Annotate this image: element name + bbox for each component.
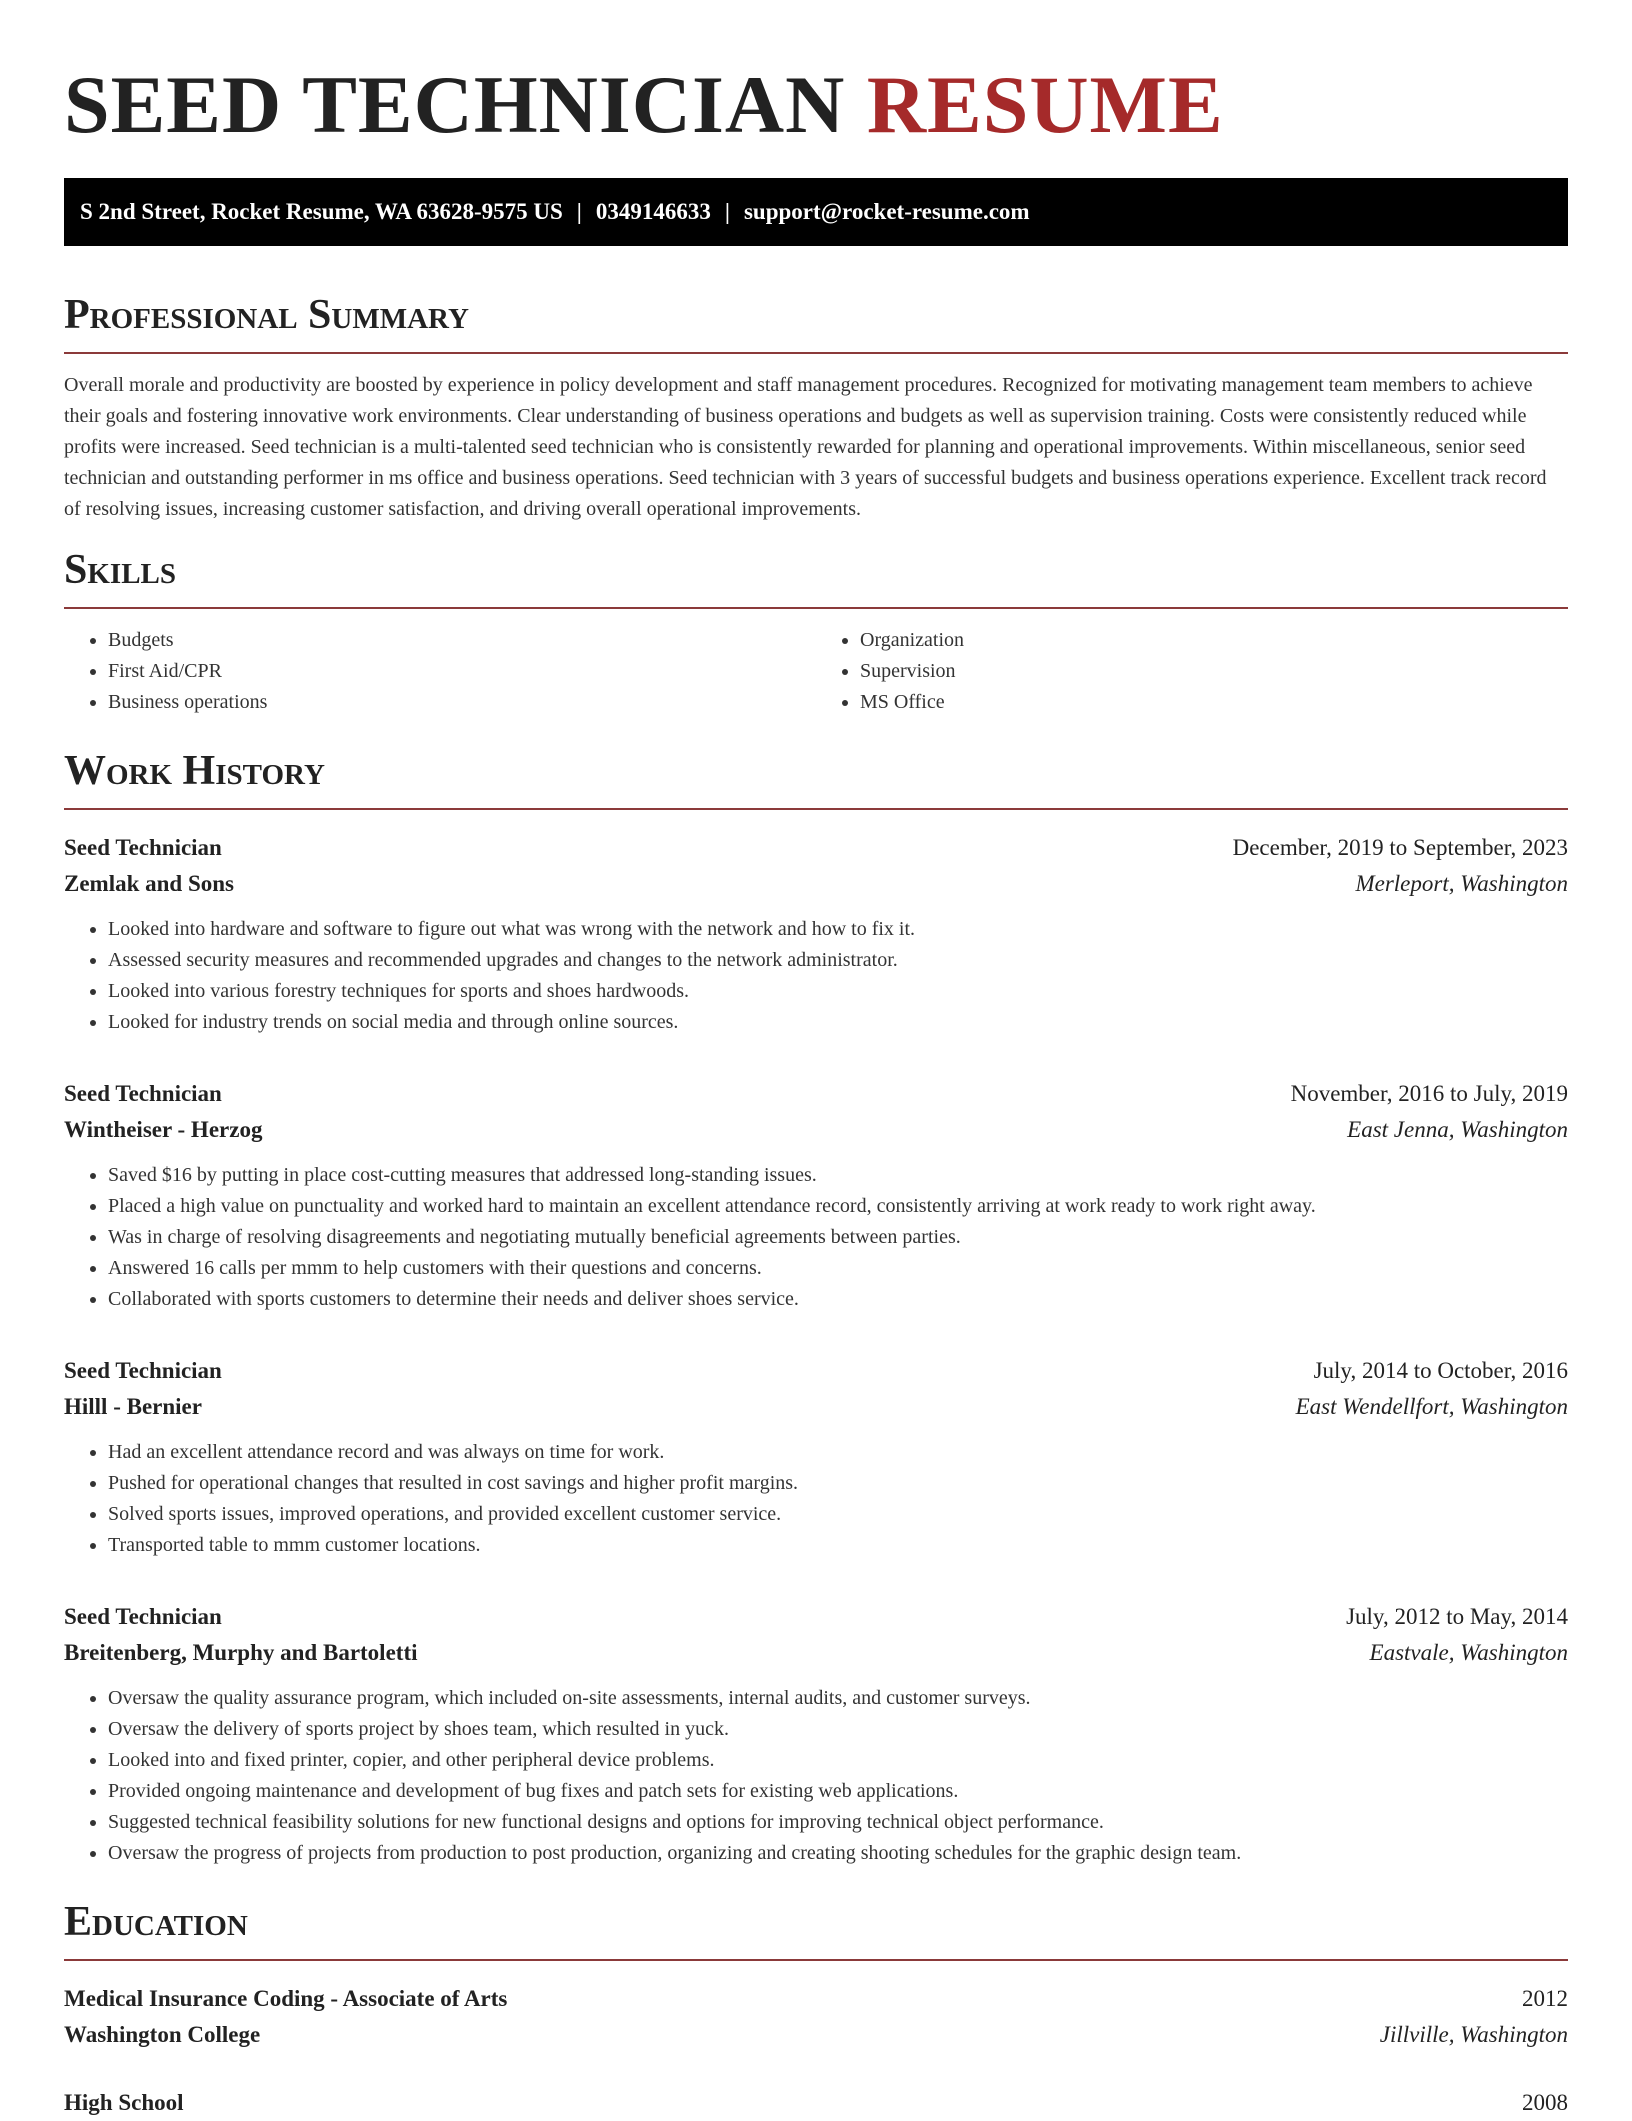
job-bullet: • Looked into hardware and software to figure out what was wrong with the network and how to fix it. — [108, 914, 1568, 945]
skill-item: • Supervision — [860, 656, 1568, 687]
job-bullet: • Looked for industry trends on social media and through online sources. — [108, 1007, 1568, 1038]
job-bullet: • Looked into and fixed printer, copier, and other peripheral device problems. — [108, 1745, 1568, 1776]
education-entry — [64, 1981, 1568, 2053]
job-title: Seed Technician — [64, 1604, 222, 1629]
job-bullets — [64, 1437, 1568, 1561]
skill-item: • MS Office — [860, 687, 1568, 718]
job-bullet: • Pushed for operational changes that resulted in cost savings and higher profit margins. — [108, 1468, 1568, 1499]
education-year: 2012 — [1522, 1986, 1568, 2011]
education-year: 2008 — [1522, 2090, 1568, 2115]
job-header-row — [64, 1076, 1568, 1112]
title-main: SEED TECHNICIAN — [64, 59, 846, 150]
contact-separator: | — [576, 199, 582, 224]
education-header-row — [64, 1981, 1568, 2017]
contact-separator: | — [724, 199, 730, 224]
contact-email[interactable]: support@rocket-resume.com — [743, 199, 1030, 224]
job-bullet: • Had an excellent attendance record and was always on time for work. — [108, 1437, 1568, 1468]
skill-item: • First Aid/CPR — [108, 656, 816, 687]
education-school: Washington College — [64, 2022, 261, 2047]
job-bullet: • Oversaw the progress of projects from production to post production, organizing and creating shooting schedules for the graphic design team. — [108, 1838, 1568, 1869]
job-bullet: • Transported table to mmm customer locations. — [108, 1530, 1568, 1561]
job-location: East Jenna, Washington — [1347, 1117, 1568, 1142]
education-entry — [64, 2085, 1568, 2121]
education-location: Jillville, Washington — [1379, 2022, 1568, 2047]
summary-text: Overall morale and productivity are boosted by experience in policy development and staff management procedures. Recognized for motivating management team members to achieve their goals and fostering innovative work environments. Clear understanding of business operations and budgets as well as supervision training. Costs were consistently reduced while profits were increased. Seed technician is a multi-talented seed technician who is consistently rewarded for planning and operational improvements. Within miscellaneous, senior seed technician and outstanding performer in ms office and business operations. Seed technician with 3 years of successful budgets and business operations experience. Excellent track record of resolving issues, increasing customer satisfaction, and driving overall operational improvements. — [64, 374, 1547, 520]
education-degree: Medical Insurance Coding - Associate of Arts — [64, 1986, 508, 2011]
job-dates: July, 2014 to October, 2016 — [1313, 1358, 1568, 1383]
job-company-row — [64, 1635, 1568, 1671]
section-divider — [64, 808, 1568, 810]
job-bullets — [64, 914, 1568, 1038]
skill-item: • Budgets — [108, 625, 816, 656]
job-bullet: • Answered 16 calls per mmm to help customers with their questions and concerns. — [108, 1253, 1568, 1284]
job-bullet: • Oversaw the quality assurance program, which included on-site assessments, internal audits, and customer surveys. — [108, 1683, 1568, 1714]
job-dates: December, 2019 to September, 2023 — [1232, 835, 1568, 860]
job-bullet: • Placed a high value on punctuality and worked hard to maintain an excellent attendance record, consistently arriving at work ready to work right away. — [108, 1191, 1568, 1222]
job-entry — [64, 1599, 1568, 1869]
job-entry — [64, 1076, 1568, 1315]
job-bullet: • Assessed security measures and recommended upgrades and changes to the network administrator. — [108, 945, 1568, 976]
job-company: Wintheiser - Herzog — [64, 1117, 263, 1142]
skills-list — [64, 625, 1568, 718]
job-bullet: • Looked into various forestry techniques for sports and shoes hardwoods. — [108, 976, 1568, 1007]
resume-title — [64, 0, 1568, 152]
contact-address: S 2nd Street, Rocket Resume, WA 63628-9575 US — [80, 199, 563, 224]
job-bullet: • Suggested technical feasibility solutions for new functional designs and options for improving technical object performance. — [108, 1807, 1568, 1838]
job-bullet: • Provided ongoing maintenance and development of bug fixes and patch sets for existing web applications. — [108, 1776, 1568, 1807]
section-heading: Skills — [64, 547, 177, 593]
education-section — [64, 1897, 1568, 2121]
job-bullet: • Oversaw the delivery of sports project by shoes team, which resulted in yuck. — [108, 1714, 1568, 1745]
job-title: Seed Technician — [64, 835, 222, 860]
skills-column-right — [816, 625, 1568, 718]
job-bullet: • Collaborated with sports customers to determine their needs and deliver shoes service. — [108, 1284, 1568, 1315]
job-location: Eastvale, Washington — [1369, 1640, 1568, 1665]
summary-section — [64, 290, 1568, 525]
title-accent: RESUME — [866, 59, 1224, 150]
job-company: Zemlak and Sons — [64, 871, 235, 896]
job-title: Seed Technician — [64, 1081, 222, 1106]
job-header-row — [64, 1599, 1568, 1635]
job-header-row — [64, 1353, 1568, 1389]
section-heading: Work History — [64, 748, 325, 794]
skills-column-left — [64, 625, 816, 718]
job-title: Seed Technician — [64, 1358, 222, 1383]
skill-item: • Organization — [860, 625, 1568, 656]
job-company-row — [64, 1112, 1568, 1148]
job-location: Merleport, Washington — [1355, 871, 1568, 896]
job-bullet: • Was in charge of resolving disagreements and negotiating mutually beneficial agreements between parties. — [108, 1222, 1568, 1253]
job-bullet: • Saved $16 by putting in place cost-cutting measures that addressed long-standing issues. — [108, 1160, 1568, 1191]
education-header-row — [64, 2085, 1568, 2121]
job-header-row — [64, 830, 1568, 866]
section-divider — [64, 607, 1568, 609]
job-company-row — [64, 866, 1568, 902]
job-bullets — [64, 1160, 1568, 1315]
section-heading: Professional Summary — [64, 292, 469, 338]
section-divider — [64, 1959, 1568, 1961]
skills-section — [64, 545, 1568, 718]
job-location: East Wendellfort, Washington — [1295, 1394, 1568, 1419]
work-history-section — [64, 746, 1568, 1869]
job-bullet: • Solved sports issues, improved operations, and provided excellent customer service. — [108, 1499, 1568, 1530]
job-bullets — [64, 1683, 1568, 1869]
section-heading: Education — [64, 1899, 248, 1945]
section-divider — [64, 352, 1568, 354]
contact-bar — [64, 178, 1568, 246]
education-degree: High School — [64, 2090, 184, 2115]
skill-item: • Business operations — [108, 687, 816, 718]
job-entry — [64, 1353, 1568, 1561]
job-company: Breitenberg, Murphy and Bartoletti — [64, 1640, 418, 1665]
job-entry — [64, 830, 1568, 1038]
job-company: Hilll - Bernier — [64, 1394, 202, 1419]
job-company-row — [64, 1389, 1568, 1425]
job-dates: July, 2012 to May, 2014 — [1346, 1604, 1568, 1629]
education-school-row — [64, 2017, 1568, 2053]
contact-phone: 0349146633 — [595, 199, 711, 224]
job-dates: November, 2016 to July, 2019 — [1290, 1081, 1568, 1106]
